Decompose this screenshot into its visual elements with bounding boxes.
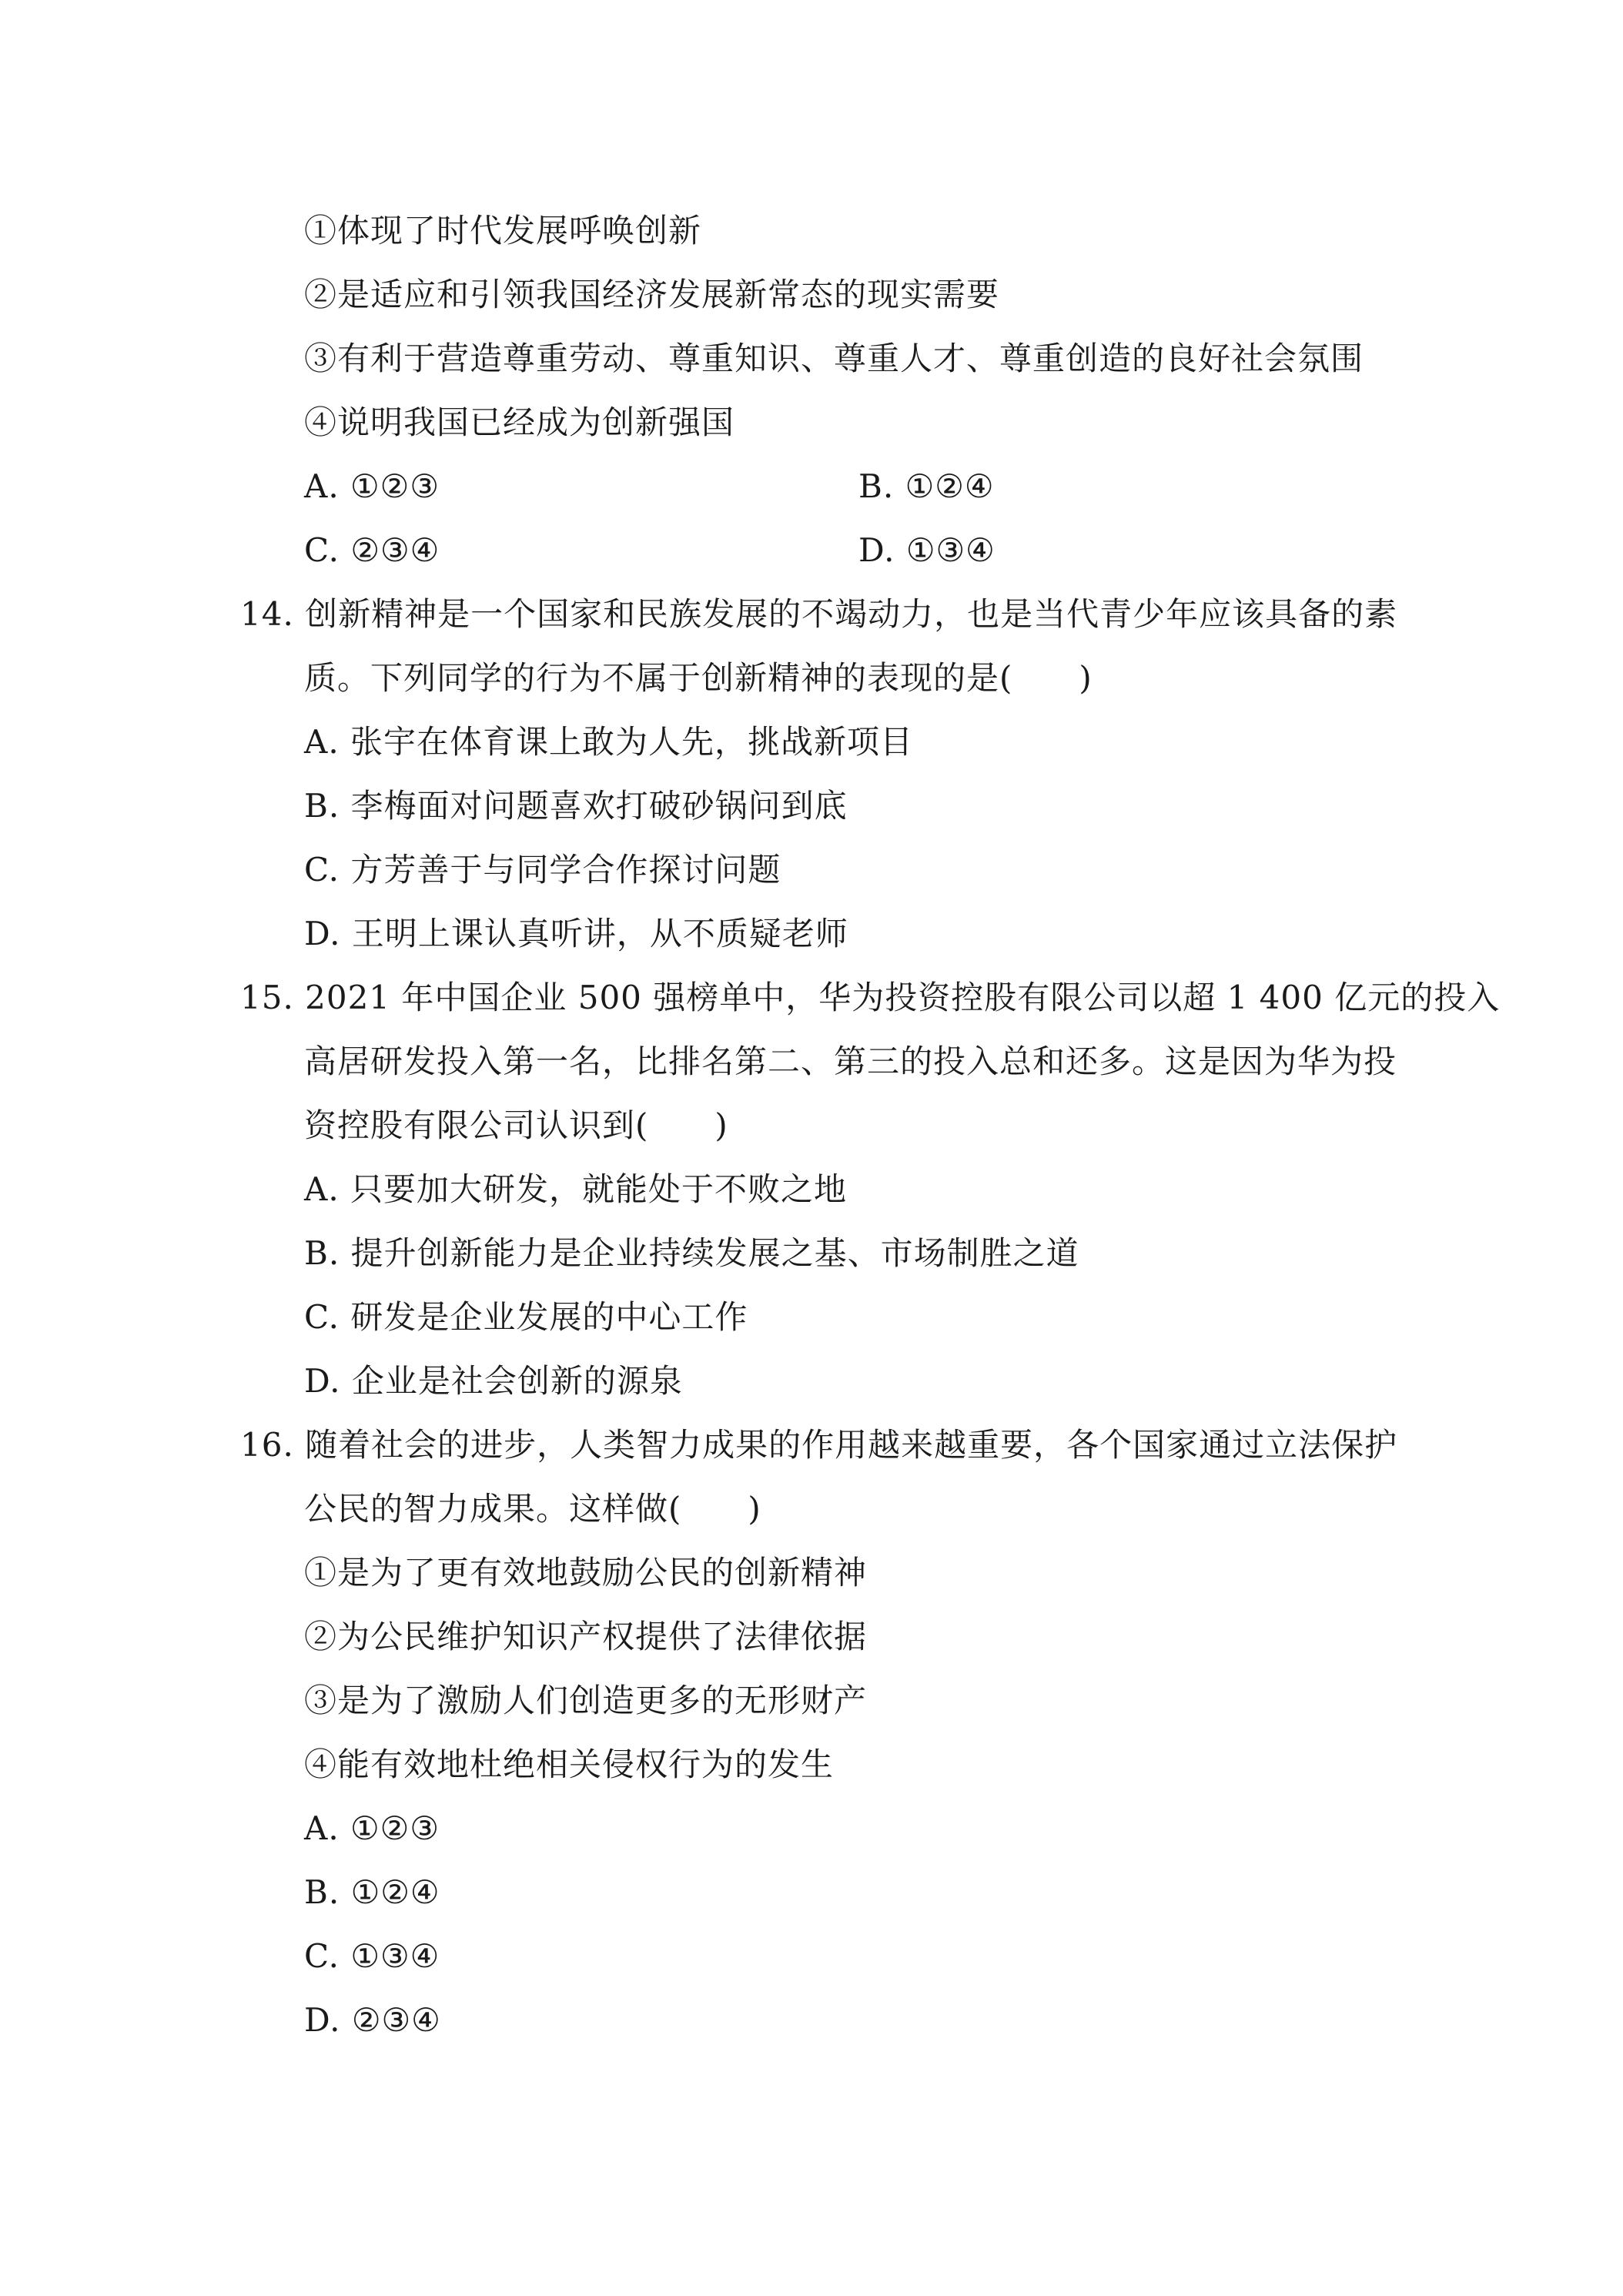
q16-option-c: C. ①③④ [304,1937,440,1975]
q15-stem-line-1: 15. 2021 年中国企业 500 强榜单中，华为投资控股有限公司以超 1 400 亿元的投入 [240,979,1501,1016]
q16-statement-1: ①是为了更有效地鼓励公民的创新精神 [304,1554,868,1591]
q16-statement-3: ③是为了激励人们创造更多的无形财产 [304,1682,868,1719]
q13-statement-2: ②是适应和引领我国经济发展新常态的现实需要 [304,276,1000,313]
q13-option-c: C. ②③④ [304,531,440,569]
q15-option-c: C. 研发是企业发展的中心工作 [304,1298,748,1336]
q14-option-b: B. 李梅面对问题喜欢打破砂锅问到底 [304,787,848,825]
q15-stem-line-3: 资控股有限公司认识到( ) [304,1106,728,1144]
q13-statement-1: ①体现了时代发展呼唤创新 [304,212,702,249]
q15-option-a: A. 只要加大研发，就能处于不败之地 [304,1170,848,1208]
q16-option-d: D. ②③④ [304,2001,441,2039]
q16-stem-line-2: 公民的智力成果。这样做( ) [304,1490,761,1528]
q15-stem-line-2: 高居研发投入第一名，比排名第二、第三的投入总和还多。这是因为华为投 [304,1043,1397,1080]
q16-option-a: A. ①②③ [304,1809,440,1847]
q14-option-c: C. 方芳善于与同学合作探讨问题 [304,851,781,889]
q13-option-d: D. ①③④ [858,531,996,569]
q16-option-b: B. ①②④ [304,1873,440,1911]
q15-option-d: D. 企业是社会创新的源泉 [304,1362,683,1400]
q14-option-a: A. 张宇在体育课上敢为人先，挑战新项目 [304,723,914,761]
q16-statement-4: ④能有效地杜绝相关侵权行为的发生 [304,1745,835,1783]
q13-statement-3: ③有利于营造尊重劳动、尊重知识、尊重人才、尊重创造的良好社会氛围 [304,340,1364,377]
q15-option-b: B. 提升创新能力是企业持续发展之基、市场制胜之道 [304,1234,1079,1272]
q14-stem-line-1: 14. 创新精神是一个国家和民族发展的不竭动力，也是当代青少年应该具备的素 [240,595,1398,633]
q16-statement-2: ②为公民维护知识产权提供了法律依据 [304,1618,868,1655]
q16-stem-line-1: 16. 随着社会的进步，人类智力成果的作用越来越重要，各个国家通过立法保护 [240,1426,1398,1464]
q13-option-a: A. ①②③ [304,467,440,505]
q14-option-d: D. 王明上课认真听讲，从不质疑老师 [304,915,848,952]
q14-stem-line-2: 质。下列同学的行为不属于创新精神的表现的是( ) [304,659,1093,697]
q13-option-b: B. ①②④ [858,467,995,505]
q13-statement-4: ④说明我国已经成为创新强国 [304,403,735,441]
